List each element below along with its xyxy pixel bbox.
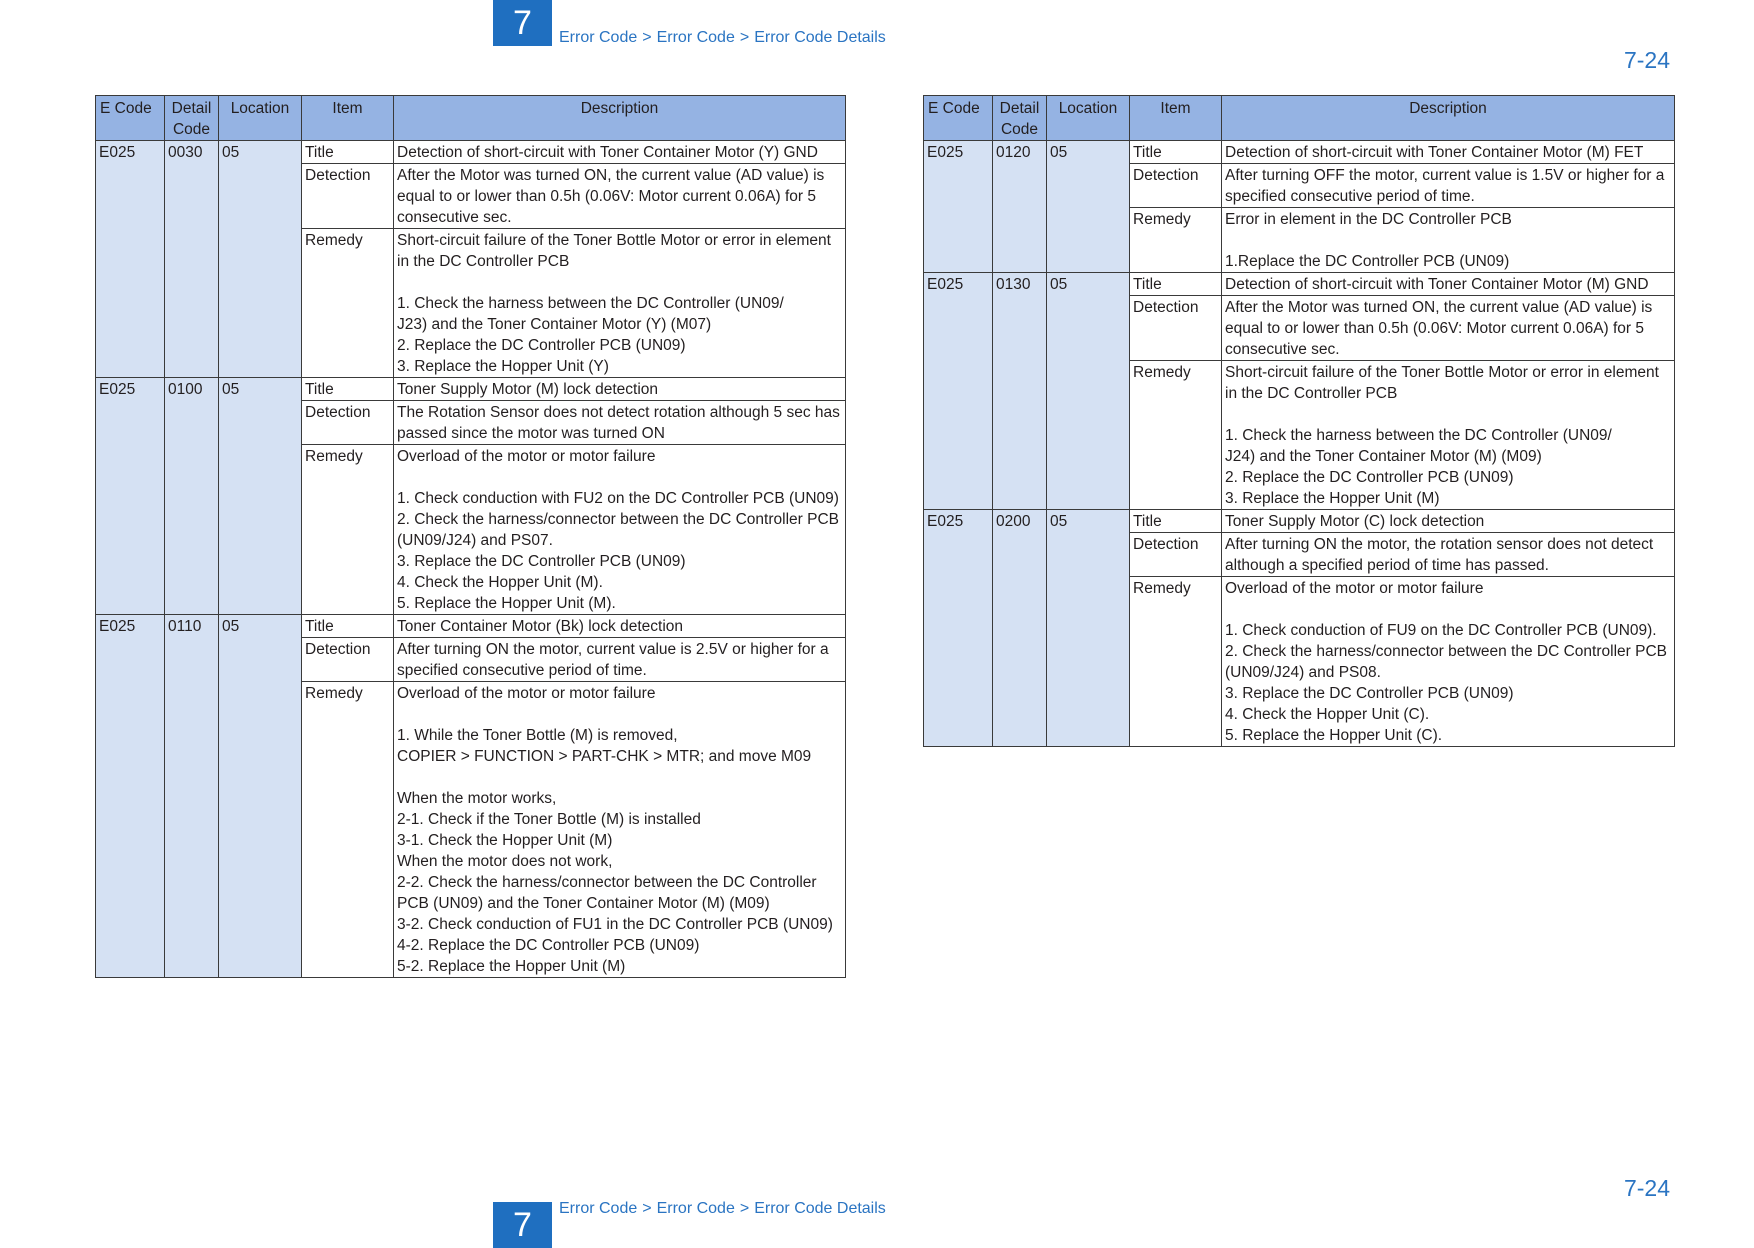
item-cell: Detection — [1130, 533, 1222, 577]
table-row — [96, 141, 846, 164]
item-cell: Title — [302, 141, 394, 164]
table-header-row — [96, 96, 846, 141]
ecode-cell: E025 — [96, 615, 165, 978]
breadcrumb-separator: > — [739, 1200, 750, 1217]
col-header-ecode: E Code — [96, 96, 165, 141]
ecode-cell: E025 — [924, 510, 993, 747]
description-cell: Overload of the motor or motor failure 1. Check conduction of FU9 on the DC Controller PCB (UN09). 2. Check the harness/connector between the DC Controller PCB (UN09/J24) and PS08. 3. Replace the DC Controller PCB (UN09) 4. Check the Hopper Unit (C). 5. Replace the Hopper Unit (C). — [1222, 577, 1675, 747]
col-header-location: Location — [219, 96, 302, 141]
description-cell: Toner Supply Motor (C) lock detection — [1222, 510, 1675, 533]
item-cell: Remedy — [302, 229, 394, 378]
detail-code-cell: 0120 — [993, 141, 1047, 273]
col-header-location: Location — [1047, 96, 1130, 141]
item-cell: Remedy — [1130, 361, 1222, 510]
item-cell: Remedy — [302, 445, 394, 615]
description-cell: Detection of short-circuit with Toner Container Motor (M) GND — [1222, 273, 1675, 296]
breadcrumb-link[interactable]: Error Code — [559, 1200, 638, 1217]
breadcrumb-separator: > — [739, 29, 750, 46]
description-cell: After the Motor was turned ON, the current value (AD value) is equal to or lower than 0.5h (0.06V: Motor current 0.06A) for 5 consecutive sec. — [1222, 296, 1675, 361]
ecode-cell: E025 — [924, 273, 993, 510]
description-cell: Short-circuit failure of the Toner Bottle Motor or error in element in the DC Controller PCB 1. Check the harness between the DC Controller (UN09/ J23) and the Toner Container Motor (Y) (M07) 2. Replace the DC Controller PCB (UN09) 3. Replace the Hopper Unit (Y) — [394, 229, 846, 378]
detail-code-cell: 0110 — [165, 615, 219, 978]
detail-code-cell: 0030 — [165, 141, 219, 378]
chapter-number-badge: 7 — [493, 0, 552, 46]
col-header-item: Item — [1130, 96, 1222, 141]
item-cell: Detection — [1130, 164, 1222, 208]
breadcrumb-separator: > — [642, 29, 652, 46]
page-number: 7-24 — [1623, 47, 1670, 73]
item-cell: Title — [302, 615, 394, 638]
col-header-item: Item — [302, 96, 394, 141]
description-cell: After turning ON the motor, current value is 2.5V or higher for a specified consecutive period of time. — [394, 638, 846, 682]
item-cell: Title — [1130, 510, 1222, 533]
breadcrumb-link[interactable]: Error Code — [656, 1200, 735, 1217]
col-header-description: Description — [394, 96, 846, 141]
description-cell: After turning OFF the motor, current value is 1.5V or higher for a specified consecutive period of time. — [1222, 164, 1675, 208]
ecode-cell: E025 — [924, 141, 993, 273]
detail-code-cell: 0100 — [165, 378, 219, 615]
breadcrumb — [559, 1200, 886, 1218]
table-row — [924, 510, 1675, 533]
chapter-number-badge: 7 — [493, 1202, 552, 1248]
breadcrumb-link[interactable]: Error Code Details — [754, 1200, 886, 1217]
item-cell: Title — [1130, 273, 1222, 296]
location-cell: 05 — [1047, 273, 1130, 510]
description-cell: After turning ON the motor, the rotation sensor does not detect although a specified period of time has passed. — [1222, 533, 1675, 577]
description-cell: After the Motor was turned ON, the current value (AD value) is equal to or lower than 0.5h (0.06V: Motor current 0.06A) for 5 consecutive sec. — [394, 164, 846, 229]
table-row — [924, 141, 1675, 164]
item-cell: Detection — [1130, 296, 1222, 361]
ecode-cell: E025 — [96, 378, 165, 615]
item-cell: Remedy — [302, 682, 394, 978]
error-code-table-left — [95, 95, 846, 978]
description-cell: Error in element in the DC Controller PCB 1.Replace the DC Controller PCB (UN09) — [1222, 208, 1675, 273]
table-header-row — [924, 96, 1675, 141]
page-number: 7-24 — [1623, 1175, 1670, 1201]
description-cell: Detection of short-circuit with Toner Container Motor (Y) GND — [394, 141, 846, 164]
description-cell: Short-circuit failure of the Toner Bottle Motor or error in element in the DC Controller PCB 1. Check the harness between the DC Controller (UN09/ J24) and the Toner Container Motor (M) (M09) 2. Replace the DC Controller PCB (UN09) 3. Replace the Hopper Unit (M) — [1222, 361, 1675, 510]
breadcrumb — [559, 29, 886, 47]
location-cell: 05 — [219, 378, 302, 615]
error-code-table-right — [923, 95, 1675, 747]
item-cell: Detection — [302, 164, 394, 229]
description-cell: Toner Container Motor (Bk) lock detection — [394, 615, 846, 638]
location-cell: 05 — [1047, 141, 1130, 273]
table-row — [96, 378, 846, 401]
item-cell: Detection — [302, 638, 394, 682]
detail-code-cell: 0130 — [993, 273, 1047, 510]
description-cell: Detection of short-circuit with Toner Container Motor (M) FET — [1222, 141, 1675, 164]
table-row — [96, 615, 846, 638]
detail-code-cell: 0200 — [993, 510, 1047, 747]
location-cell: 05 — [219, 615, 302, 978]
breadcrumb-link[interactable]: Error Code — [656, 29, 735, 46]
ecode-cell: E025 — [96, 141, 165, 378]
item-cell: Title — [302, 378, 394, 401]
description-cell: Toner Supply Motor (M) lock detection — [394, 378, 846, 401]
description-cell: Overload of the motor or motor failure 1. While the Toner Bottle (M) is removed, COPIER > FUNCTION > PART-CHK > MTR; and move M09 When the motor works, 2-1. Check if the Toner Bottle (M) is installed 3-1. Check the Hopper Unit (M) When the motor does not work, 2-2. Check the harness/connector between the DC Controller PCB (UN09) and the Toner Container Motor (M) (M09) 3-2. Check conduction of FU1 in the DC Controller PCB (UN09) 4-2. Replace the DC Controller PCB (UN09) 5-2. Replace the Hopper Unit (M) — [394, 682, 846, 978]
table-row — [924, 273, 1675, 296]
breadcrumb-link[interactable]: Error Code Details — [754, 29, 886, 46]
col-header-detail-code: Detail Code — [165, 96, 219, 141]
location-cell: 05 — [219, 141, 302, 378]
breadcrumb-link[interactable]: Error Code — [559, 29, 638, 46]
col-header-ecode: E Code — [924, 96, 993, 141]
breadcrumb-separator: > — [642, 1200, 652, 1217]
item-cell: Detection — [302, 401, 394, 445]
item-cell: Title — [1130, 141, 1222, 164]
col-header-detail-code: Detail Code — [993, 96, 1047, 141]
location-cell: 05 — [1047, 510, 1130, 747]
description-cell: Overload of the motor or motor failure 1. Check conduction with FU2 on the DC Controller PCB (UN09) 2. Check the harness/connector between the DC Controller PCB (UN09/J24) and PS07. 3. Replace the DC Controller PCB (UN09) 4. Check the Hopper Unit (M). 5. Replace the Hopper Unit (M). — [394, 445, 846, 615]
col-header-description: Description — [1222, 96, 1675, 141]
item-cell: Remedy — [1130, 577, 1222, 747]
description-cell: The Rotation Sensor does not detect rotation although 5 sec has passed since the motor was turned ON — [394, 401, 846, 445]
item-cell: Remedy — [1130, 208, 1222, 273]
